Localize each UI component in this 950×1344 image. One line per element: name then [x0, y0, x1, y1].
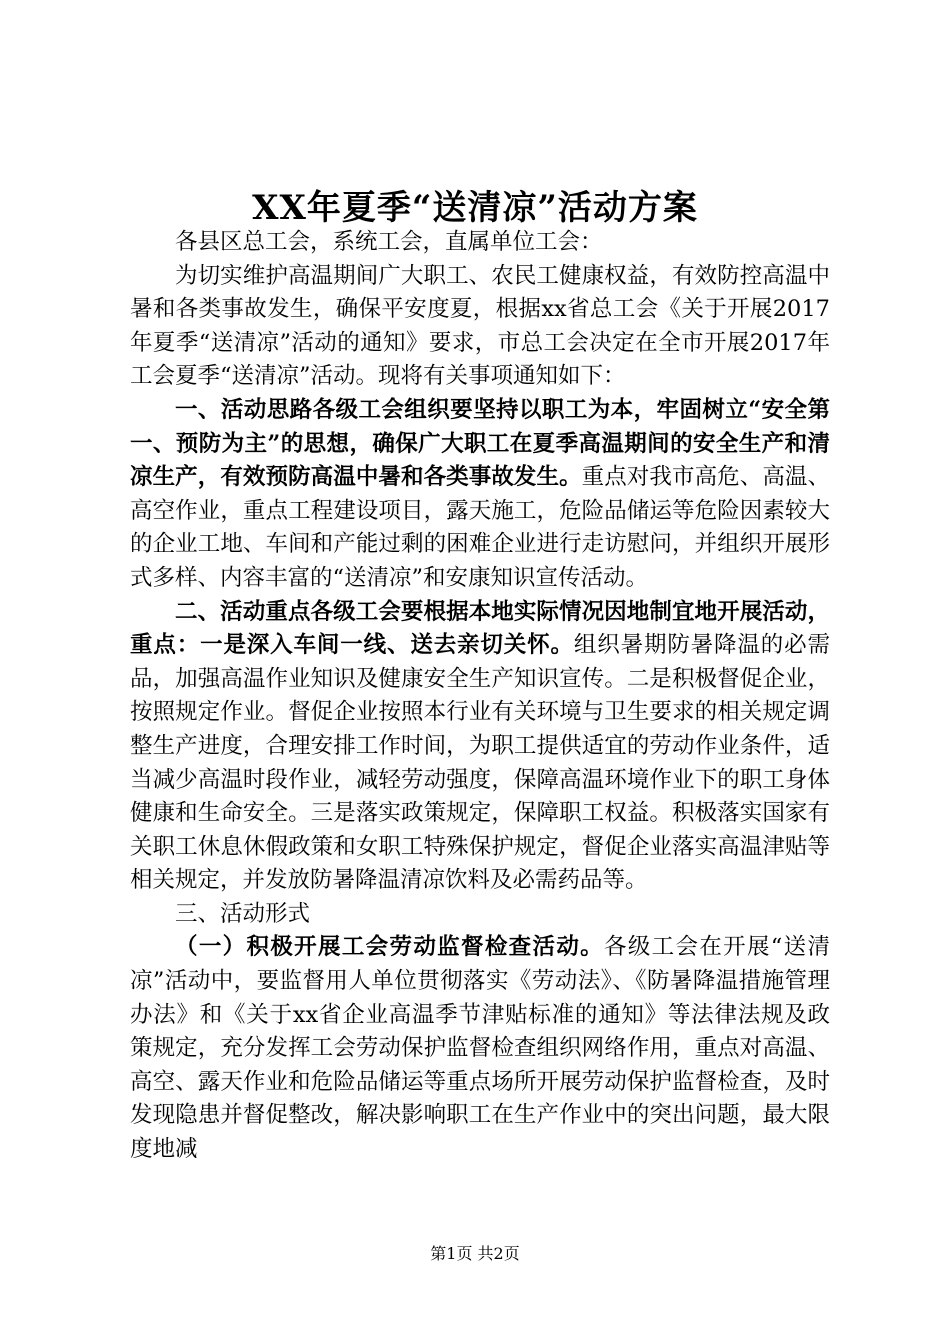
section-3-sub-heading: （一）积极开展工会劳动监督检查活动。 [175, 934, 604, 961]
intro-paragraph: 为切实维护高温期间广大职工、农民工健康权益，有效防控高温中暑和各类事故发生，确保平安度夏，根据xx省总工会《关于开展2017年夏季“送清凉”活动的通知》要求，市总工会决定在全市开展2017年工会夏季“送清凉”活动。现将有关事项通知如下： [130, 262, 830, 390]
page-number: 第1页 共2页 [430, 1244, 520, 1263]
document-body [130, 226, 830, 1167]
section-1-heading: 一、活动思路各级工会组织要坚持以职工为本，牢固树立“安全第一、预防为主”的思想，确保广大职工在夏季高温期间的安全生产和清凉生产，有效预防高温中暑和各类事故发生。 [130, 396, 830, 491]
page-footer [0, 1243, 950, 1265]
section-1-paragraph [130, 394, 830, 596]
section-1-text: 重点对我市高危、高温、高空作业，重点工程建设项目，露天施工，危险品储运等危险因素较大的企业工地、车间和产能过剩的困难企业进行走访慰问，并组织开展形式多样、内容丰富的“送清凉”和安康知识宣传活动。 [130, 464, 830, 591]
document-title: XX年夏季“送清凉”活动方案 [252, 188, 698, 228]
section-2-text: 组织暑期防暑降温的必需品，加强高温作业知识及健康安全生产知识宣传。二是积极督促企业，按照规定作业。督促企业按照本行业有关环境与卫生要求的相关规定调整生产进度，合理安排工作时间，为职工提供适宜的劳动作业条件，适当减少高温时段作业，减轻劳动强度，保障高温环境作业下的职工身体健康和生命安全。三是落实政策规定，保障职工权益。积极落实国家有关职工休息休假政策和女职工特殊保护规定，督促企业落实高温津贴等相关规定，并发放防暑降温清凉饮料及必需药品等。 [130, 632, 830, 894]
section-2-heading: 二、活动重点各级工会要根据本地实际情况因地制宜地开展活动，重点：一是深入车间一线、送去亲切关怀。 [130, 598, 830, 659]
section-3-heading: 三、活动形式 [175, 900, 311, 927]
salutation: 各县区总工会，系统工会，直属单位工会： [175, 229, 603, 255]
section-3-sub-text: 各级工会在开展“送清凉”活动中，要监督用人单位贯彻落实《劳动法》、《防暑降温措施管理办法》和《关于xx省企业高温季节津贴标准的通知》等法律法规及政策规定，充分发挥工会劳动保护监督检查组织网络作用，重点对高温、高空、露天作业和危险品储运等重点场所开展劳动保护监督检查，及时发现隐患并督促整改，解决影响职工在生产作业中的突出问题，最大限度地减 [130, 934, 830, 1163]
section-3-sub-paragraph [130, 931, 830, 1166]
section-2-paragraph [130, 596, 830, 898]
